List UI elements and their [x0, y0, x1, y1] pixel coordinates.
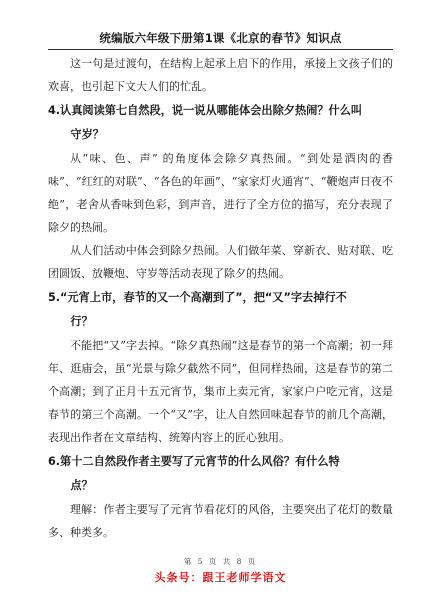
question-5 [48, 286, 393, 334]
answer-4-paragraph-1: 从“味、色、声” 的角度体会除夕真热闹。“到处是酒肉的香味”、“红红的对联”、“各色的年画”、“家家灯火通宵”、“鞭炮声日夜不绝”，老舍从香味到色彩，到声音，进行了全方位的描写，充分表现了除夕的热闹。 [48, 152, 393, 234]
answer-6-paragraph: 理解：作者主要写了元宵节看花灯的风俗，主要突出了花灯的数量多、种类多。 [48, 503, 393, 539]
question-6 [48, 450, 393, 498]
header-divider [48, 49, 393, 50]
answer-5-paragraph: 不能把“又”字去掉。“除夕真热闹”这是春节的第一个高潮；初一拜年、逛庙会，虽“光景与除夕截然不同”，但同样热闹，这是春节的第二个高潮；到了正月十五元宵节，集市上卖元宵，家家户户吃元宵，这是春节的第三个高潮。一个“又”字，让人自然回味起春节的前几个高潮，表现出作者在文章结构、统筹内容上的匠心独用。 [48, 339, 393, 444]
question-6-line-2: 点？ [70, 479, 93, 492]
page-header-title: 统编版六年级下册第1课《北京的春节》知识点 [99, 31, 342, 45]
page-number: 第 5 页 共 8 页 [183, 557, 258, 566]
question-4 [48, 99, 393, 147]
question-5-line-2: 行？ [70, 315, 93, 328]
answer-4-paragraph-2: 从人们活动中体会到除夕热闹。人们做年菜、穿新衣、贴对联、吃团圆饭、放鞭炮、守岁等活动表现了除夕的热闹。 [48, 244, 393, 280]
question-6-line-1: 6.第十二自然段作者主要写了元宵节的什么风俗？有什么特 [48, 455, 340, 468]
question-4-line-1: 4.认真阅读第七自然段，说一说从哪能体会出除夕热闹？什么叫 [48, 104, 363, 117]
footer-brand-text: 头条号：跟王老师学语文 [154, 571, 287, 584]
intro-paragraph: 这一句是过渡句，在结构上起承上启下的作用，承接上文孩子们的欢喜，也引起下文大人们的忙乱。 [48, 57, 393, 93]
question-4-line-2: 守岁？ [70, 128, 104, 141]
document-body [48, 52, 393, 544]
question-5-line-1: 5.“元宵上市，春节的又一个高潮到了”，把“又”字去掉行不 [48, 291, 347, 304]
